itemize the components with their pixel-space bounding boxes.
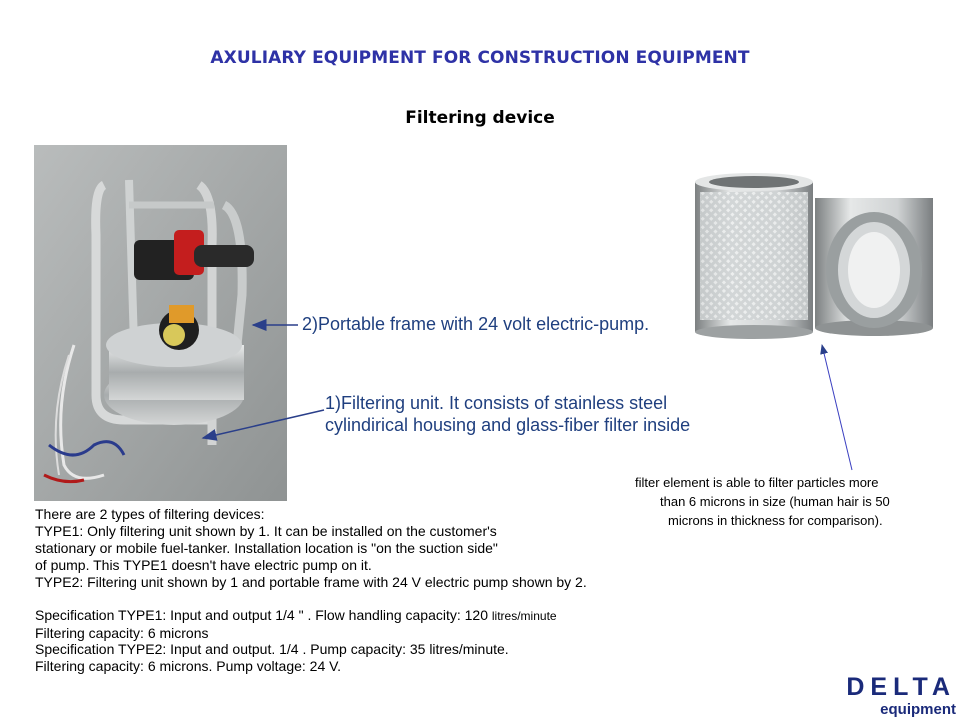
callout-unit-line2: cylindirical housing and glass-fiber filter inside [325, 415, 691, 435]
filtering-device-photo [34, 145, 287, 501]
page-title: AXULIARY EQUIPMENT FOR CONSTRUCTION EQUIPMENT [210, 48, 750, 68]
page-subtitle: Filtering device [405, 108, 555, 128]
callout-unit-line1: 1)Filtering unit. It consists of stainless steel [325, 393, 668, 413]
logo-subtitle: equipment [880, 701, 956, 718]
device-types-description [35, 506, 587, 591]
spec-type1-unit: litres/minute [491, 609, 557, 623]
types-line3: stationary or mobile fuel-tanker. Installation location is "on the suction side" [35, 540, 498, 556]
spec-type1-text: Specification TYPE1: Input and output 1/4 " . Flow handling capacity: 120 [35, 607, 488, 623]
spec-type1-line1 [35, 607, 557, 625]
delta-equipment-logo [820, 673, 960, 720]
types-line1: There are 2 types of filtering devices: [35, 506, 265, 522]
filter-note-line2: than 6 microns in size (human hair is 50 [660, 494, 890, 509]
types-line2: TYPE1: Only filtering unit shown by 1. It can be installed on the customer's [35, 523, 497, 539]
filter-element-note [600, 473, 960, 530]
spec-type2-line1: Specification TYPE2: Input and output. 1/4 . Pump capacity: 35 litres/minute. [35, 641, 509, 657]
filter-note-line1: filter element is able to filter particles more [635, 475, 879, 490]
logo-wordmark: DELTA [846, 673, 956, 701]
spec-type1-line2: Filtering capacity: 6 microns [35, 624, 209, 641]
callout-filtering-unit [325, 392, 690, 436]
filter-note-line3: microns in thickness for comparison). [668, 513, 883, 528]
callout-portable-frame: 2)Portable frame with 24 volt electric-pump. [302, 314, 650, 334]
filter-arrow [822, 345, 852, 470]
types-line5: TYPE2: Filtering unit shown by 1 and portable frame with 24 V electric pump shown by 2. [35, 574, 587, 590]
spec-type2-line2: Filtering capacity: 6 microns. Pump voltage: 24 V. [35, 657, 342, 674]
types-line4: of pump. This TYPE1 doesn't have electric pump on it. [35, 557, 372, 573]
filter-elements-photo [690, 170, 940, 340]
specifications [35, 607, 557, 674]
